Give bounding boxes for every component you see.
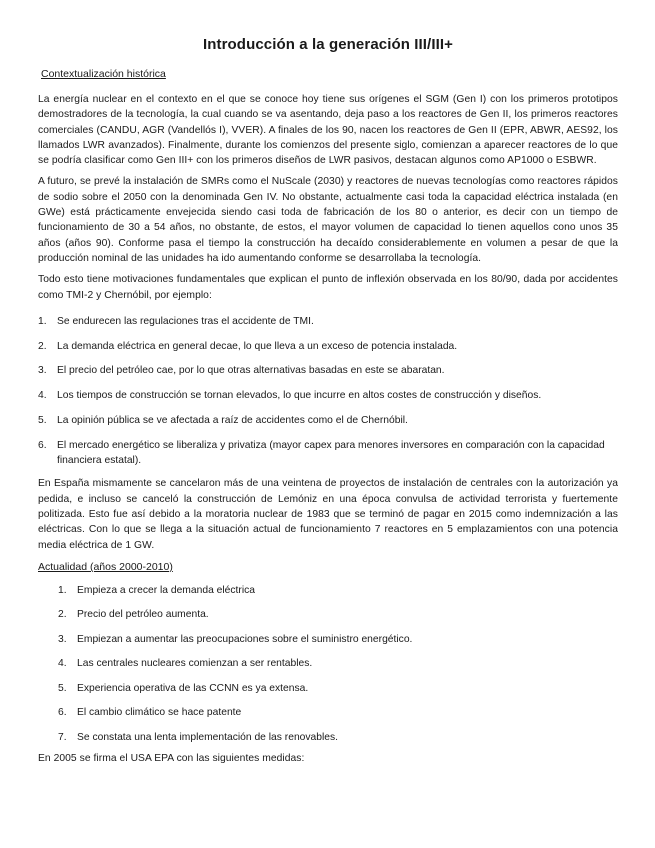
list-item-text: Empieza a crecer la demanda eléctrica (77, 584, 255, 596)
list-item-number: 7. (58, 731, 67, 743)
list-item-text: El precio del petróleo cae, por lo que otras alternativas basadas en este se abaratan. (57, 365, 445, 377)
list-item (38, 681, 618, 696)
list-item-number: 3. (58, 633, 67, 645)
list-item (38, 438, 618, 469)
list-item-text: Precio del petróleo aumenta. (77, 609, 209, 621)
paragraph-spain: En España mismamente se cancelaron más de una veintena de proyectos de instalación de centrales con la autorización ya pedida, e incluso se canceló la construcción de Lemóniz en una época convulsa de actividad terrorista y fuertemente politizada. Esto fue así debido a la moratoria nuclear de 1983 que se terminó de pagar en 2015 como indemnización a las eléctricas. Con lo que se llega a la situación actual de funcionamiento 7 reactores en 5 emplazamientos con una potencia media eléctrica de 1 GW. (38, 478, 618, 551)
list-item (38, 363, 618, 378)
list-item-text: Experiencia operativa de las CCNN es ya extensa. (77, 682, 309, 694)
list-item-number: 4. (58, 658, 67, 670)
list-item (38, 632, 618, 647)
list-item (38, 705, 618, 720)
paragraph-future: A futuro, se prevé la instalación de SMRs como el NuScale (2030) y reactores de nuevas tecnologías como reactores rápidos de sodio sobre el 2050 con la denominada Gen IV. No obstante, actualmente casi toda la capacidad eléctrica instalada (en GWe) está prácticamente envejecida siendo casi toda de fabricación de los 80 o anterior, es decir con un tiempo de funcionamiento de 30 a 54 años, no obstante, de estos, el mayor volumen de capacidad lo tienen aquellos cono unos 35 años (años 90). Conforme pasa el tiempo la construcción ha decaído considerablemente en volumen a pesar de que la producción nominal de las unidades ha ido aumentando conforme se desarrollaba la tecnología. (38, 176, 618, 264)
list-item-number: 6. (38, 439, 47, 451)
list-item-text: El mercado energético se liberaliza y privatiza (mayor capex para menores inversores en comparación con la capacidad financiera estatal). (57, 439, 605, 467)
list-item (38, 314, 618, 329)
list-item (38, 656, 618, 671)
list-item (38, 388, 618, 403)
current-situation-list (38, 583, 618, 745)
list-item-text: Se endurecen las regulaciones tras el accidente de TMI. (57, 315, 314, 327)
section-heading-current: Actualidad (años 2000-2010) (38, 560, 173, 573)
section-heading-historical: Contextualización histórica (41, 68, 166, 80)
list-item-number: 5. (38, 415, 47, 427)
list-item-text: El cambio climático se hace patente (77, 707, 242, 719)
list-item (38, 413, 618, 428)
list-item-number: 3. (38, 365, 47, 377)
motivations-list (38, 314, 618, 469)
list-item-text: La opinión pública se ve afectada a raíz de accidentes como el de Chernóbil. (57, 415, 408, 427)
list-item-number: 1. (58, 584, 67, 596)
list-item (38, 730, 618, 745)
list-item-text: Los tiempos de construcción se tornan elevados, lo que incurre en altos costes de construcción y diseños. (57, 390, 542, 402)
document-page (38, 36, 618, 772)
document-title: Introducción a la generación III/III+ (202, 36, 453, 53)
list-item-text: La demanda eléctrica en general decae, lo que lleva a un exceso de potencia instalada. (57, 340, 458, 352)
list-item-text: Empiezan a aumentar las preocupaciones sobre el suministro energético. (77, 633, 413, 645)
list-item (38, 339, 618, 354)
list-item (38, 583, 618, 598)
list-item-number: 2. (38, 340, 47, 352)
paragraph-epa: En 2005 se firma el USA EPA con las siguientes medidas: (38, 753, 305, 765)
list-item-number: 5. (58, 682, 67, 694)
list-item-number: 4. (38, 390, 47, 402)
list-item-number: 2. (58, 609, 67, 621)
list-item-number: 6. (58, 707, 67, 719)
list-item (38, 607, 618, 622)
list-item-text: Se constata una lenta implementación de las renovables. (77, 731, 339, 743)
paragraph-origins: La energía nuclear en el contexto en el que se conoce hoy tiene sus orígenes el SGM (Gen I) con los primeros prototipos demostradores de la tecnología, la cual cuando se va asentando, deja paso a los reactores de Gen II, los primeros reactores comerciales (CANDU, AGR (Vandellós I), VVER). A finales de los 90, nacen los reactores de Gen II (EPR, ABWR, AES92, los llamados LWR avanzados). Finalmente, durante los comienzos del presente siglo, comienzan a aparecer reactores de lo que se podría clasificar como Gen III+ con los primeros diseños de LWR pasivos, destacan algunos como AP1000 o ESBWR. (38, 94, 618, 167)
list-item-number: 1. (38, 315, 47, 327)
list-item-text: Las centrales nucleares comienzan a ser rentables. (77, 658, 313, 670)
paragraph-motivations: Todo esto tiene motivaciones fundamentales que explican el punto de inflexión observada en los 80/90, dada por accidentes como TMI-2 y Chernóbil, por ejemplo: (38, 274, 618, 301)
